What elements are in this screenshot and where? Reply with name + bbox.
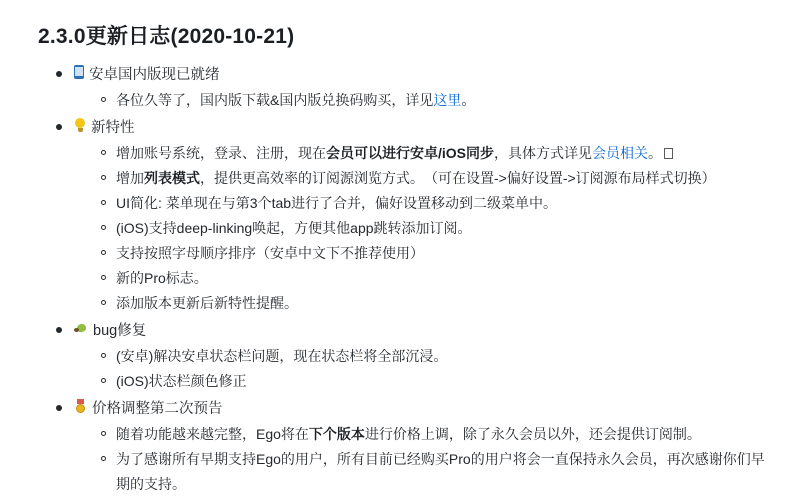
- item-text: 添加版本更新后新特性提醒。: [116, 295, 298, 311]
- item-text: 进行价格上调，除了永久会员以外，还会提供订阅制。: [364, 426, 701, 442]
- item-text: (iOS)状态栏颜色修正: [116, 373, 247, 389]
- item-text: 增加账号系统，登录、注册，现在: [116, 145, 326, 161]
- emphasis-text: 列表模式: [144, 170, 200, 186]
- page-title: 2.3.0更新日志(2020-10-21): [38, 25, 295, 48]
- changelog-sections: [34, 62, 774, 497]
- phone-icon: [74, 65, 84, 79]
- changelog-section: [56, 318, 774, 394]
- section-heading-label: 新特性: [91, 120, 135, 136]
- item-text: 增加: [116, 170, 144, 186]
- list-item: [100, 88, 774, 113]
- missing-glyph-box: [664, 148, 673, 159]
- section-heading-label: 价格调整第二次预告: [92, 401, 223, 417]
- item-text: ，具体方式详见: [494, 145, 593, 161]
- item-text: 新的Pro标志。: [116, 270, 208, 286]
- list-item: [100, 191, 774, 216]
- item-text: 各位久等了，国内版下载&国内版兑换码购买，详见: [116, 92, 434, 108]
- lightbulb-icon: [74, 118, 86, 132]
- list-item: [100, 291, 774, 316]
- item-text: ，提供更高效率的订阅源浏览方式。 （可在设置->偏好设置->订阅源布局样式切换）: [200, 170, 716, 186]
- item-text: (iOS)支持deep-linking唤起，方便其他app跳转添加订阅。: [116, 220, 472, 236]
- section-items: [74, 141, 774, 316]
- bug-icon: [74, 322, 88, 335]
- changelog-section: [56, 396, 774, 497]
- item-text: 随着功能越来越完整，Ego将在: [116, 426, 309, 442]
- medal-icon: [74, 399, 87, 413]
- section-items: [74, 344, 774, 394]
- inline-link[interactable]: 会员相关: [592, 145, 649, 161]
- item-text: UI简化: 菜单现在与第3个tab进行了合并，偏好设置移动到二级菜单中。: [116, 195, 558, 211]
- inline-link[interactable]: 这里: [433, 92, 462, 108]
- changelog-section: [56, 115, 774, 316]
- item-text: 支持按照字母顺序排序（安卓中文下不推荐使用）: [116, 245, 424, 261]
- list-item: [100, 447, 774, 497]
- section-heading-row: [74, 318, 774, 344]
- list-item: [100, 266, 774, 291]
- list-item: [100, 422, 774, 447]
- item-text: 。: [648, 145, 663, 161]
- section-heading-row: [74, 115, 774, 141]
- list-item: [100, 216, 774, 241]
- list-item: [100, 344, 774, 369]
- emphasis-text: 下个版本: [308, 426, 365, 442]
- emphasis-text: 会员可以进行安卓/iOS同步: [326, 145, 495, 161]
- list-item: [100, 369, 774, 394]
- item-text: 为了感谢所有早期支持Ego的用户，所有目前已经购买Pro的用户将会一直保持永久会员，再次感谢你们早期的支持。: [116, 451, 765, 492]
- list-item: [100, 166, 774, 191]
- list-item: [100, 241, 774, 266]
- list-item: [100, 141, 774, 166]
- section-heading-label: bug修复: [93, 323, 147, 339]
- changelog-section: [56, 62, 774, 113]
- section-heading-label: 安卓国内版现已就绪: [89, 67, 220, 83]
- section-items: [74, 422, 774, 497]
- section-items: [74, 88, 774, 113]
- item-text: 。: [461, 92, 476, 108]
- section-heading-row: [74, 62, 774, 88]
- section-heading-row: [74, 396, 774, 422]
- item-text: (安卓)解决安卓状态栏问题，现在状态栏将全部沉浸。: [116, 348, 448, 364]
